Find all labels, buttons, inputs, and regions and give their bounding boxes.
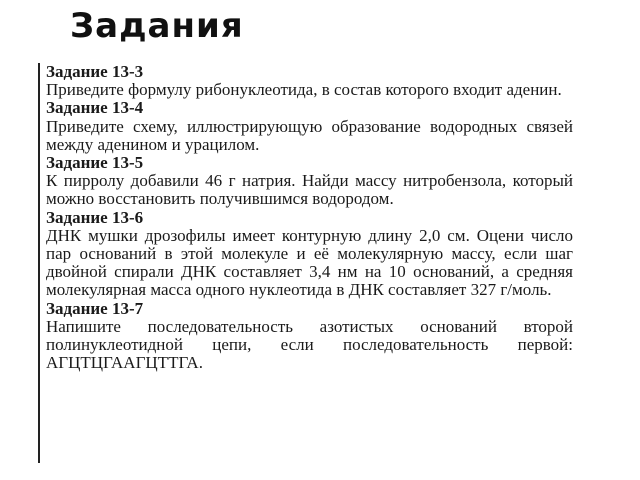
task-heading: Задание 13-3 [46, 62, 144, 81]
task-13-4 [46, 99, 573, 154]
task-text: ДНК мушки дрозофилы имеет контурную длину 2,0 см. Оцени число пар оснований в этой молекуле и её молекулярную массу, если шаг двойной спирали ДНК составляет 3,4 нм на 10 оснований, а средняя молекулярная масса одного нуклеотида в ДНК составляет 327 г/моль. [46, 225, 573, 300]
task-13-7 [46, 300, 573, 373]
slide-title: Задания [70, 6, 244, 46]
tasks-list [38, 63, 573, 463]
task-heading: Задание 13-6 [46, 207, 144, 227]
task-heading: Задание 13-4 [46, 98, 144, 118]
task-13-5 [46, 154, 573, 209]
task-text: Приведите формулу рибонуклеотида, в состав которого входит аденин. [46, 80, 562, 100]
task-text: Напишите последовательность азотистых оснований второй полинуклеотидной цепи, если последовательность первой: АГЦТЦГААГЦТТГА. [46, 316, 573, 373]
task-13-6 [46, 209, 573, 300]
task-heading: Задание 13-5 [46, 153, 144, 173]
task-13-3 [46, 63, 573, 99]
task-text: К пирролу добавили 46 г натрия. Найди массу нитробензола, который можно восстановить получившимся водородом. [46, 171, 573, 209]
task-heading: Задание 13-7 [46, 298, 144, 318]
task-text: Приведите схему, иллюстрирующую образование водородных связей между аденином и урацилом. [46, 116, 573, 154]
